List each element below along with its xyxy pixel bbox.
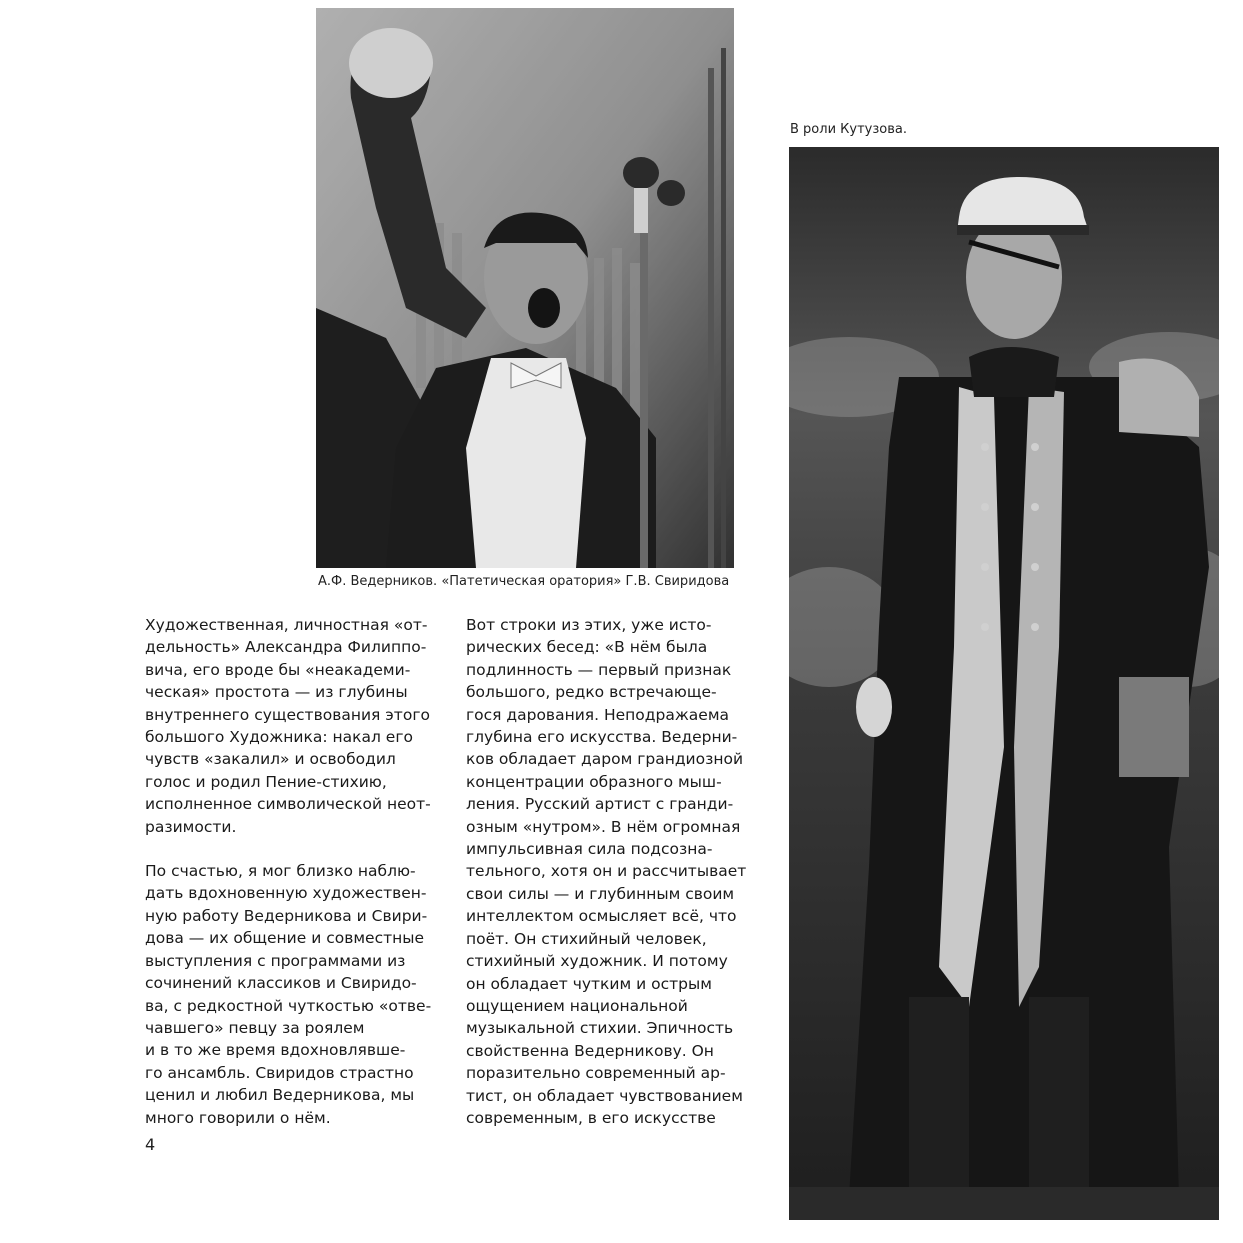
singer-photo-illustration bbox=[316, 8, 734, 568]
kutuzov-photo-illustration bbox=[789, 147, 1219, 1220]
text-line: рических бесед: «В нём была bbox=[466, 638, 708, 657]
text-line: голос и родил Пение-стихию, bbox=[145, 772, 387, 791]
text-line: вича, его вроде бы «неакадеми- bbox=[145, 660, 411, 679]
text-line: тельного, хотя он и рассчитывает bbox=[466, 862, 747, 881]
text-line: гося дарования. Неподражаема bbox=[466, 705, 730, 724]
text-line: много говорили о нём. bbox=[145, 1108, 331, 1127]
text-line: современным, в его искусстве bbox=[466, 1108, 716, 1127]
text-column-left bbox=[145, 614, 445, 1129]
paragraph bbox=[466, 614, 776, 1129]
text-line: поёт. Он стихийный человек, bbox=[466, 929, 707, 948]
text-line: большого Художника: накал его bbox=[145, 728, 413, 747]
text-line: интеллектом осмысляет всё, что bbox=[466, 907, 737, 926]
text-line: Вот строки из этих, уже исто- bbox=[466, 616, 712, 634]
text-line: сочинений классиков и Свиридо- bbox=[145, 974, 417, 993]
text-line: ощущением национальной bbox=[466, 996, 688, 1015]
kutuzov-photo-caption: В роли Кутузова. bbox=[790, 122, 907, 137]
text-line: чавшего» певцу за роялем bbox=[145, 1018, 365, 1037]
paragraph bbox=[145, 860, 445, 1129]
text-line: го ансамбль. Свиридов страстно bbox=[145, 1063, 414, 1082]
text-line: свойственна Ведерникову. Он bbox=[466, 1041, 714, 1060]
text-line: ва, с редкостной чуткостью «отве- bbox=[145, 996, 432, 1015]
text-line: музыкальной стихии. Эпичность bbox=[466, 1019, 734, 1038]
text-line: большого, редко встречающе- bbox=[466, 683, 717, 702]
singer-photo bbox=[316, 8, 734, 568]
text-line: дельность» Александра Филиппо- bbox=[145, 638, 427, 657]
text-line: глубина его искусства. Ведерни- bbox=[466, 728, 738, 747]
text-column-right bbox=[466, 614, 776, 1129]
kutuzov-photo bbox=[789, 147, 1219, 1220]
text-line: подлинность — первый признак bbox=[466, 660, 732, 679]
page-number: 4 bbox=[145, 1135, 156, 1154]
text-line: чувств «закалил» и освободил bbox=[145, 750, 396, 769]
text-line: По счастью, я мог близко наблю- bbox=[145, 862, 416, 881]
text-line: ценил и любил Ведерникова, мы bbox=[145, 1086, 415, 1105]
text-line: ков обладает даром грандиозной bbox=[466, 750, 744, 769]
text-line: Художественная, личностная «от- bbox=[145, 616, 428, 634]
text-line: разимости. bbox=[145, 817, 237, 836]
text-line: дать вдохновенную художествен- bbox=[145, 884, 427, 903]
text-line: ную работу Ведерникова и Свири- bbox=[145, 906, 428, 925]
text-line: тист, он обладает чувствованием bbox=[466, 1086, 743, 1105]
text-line: озным «нутром». В нём огромная bbox=[466, 817, 741, 836]
text-line: свои силы — и глубинным своим bbox=[466, 884, 735, 903]
text-line: внутреннего существования этого bbox=[145, 705, 430, 724]
text-line: исполненное символической неот- bbox=[145, 795, 431, 814]
text-line: ческая» простота — из глубины bbox=[145, 683, 408, 702]
text-line: и в то же время вдохновлявше- bbox=[145, 1041, 406, 1060]
text-line: концентрации образного мыш- bbox=[466, 772, 722, 791]
text-line: выступления с программами из bbox=[145, 951, 406, 970]
text-line: ления. Русский артист с гранди- bbox=[466, 795, 734, 814]
text-line: он обладает чутким и острым bbox=[466, 974, 712, 993]
text-line: стихийный художник. И потому bbox=[466, 952, 728, 971]
text-line: дова — их общение и совместные bbox=[145, 929, 425, 948]
text-line: поразительно современный ар- bbox=[466, 1064, 726, 1083]
text-line: импульсивная сила подсозна- bbox=[466, 840, 713, 859]
singer-photo-caption: А.Ф. Ведерников. «Патетическая оратория» Г.В. Свиридова bbox=[318, 574, 730, 589]
paragraph bbox=[145, 614, 445, 838]
